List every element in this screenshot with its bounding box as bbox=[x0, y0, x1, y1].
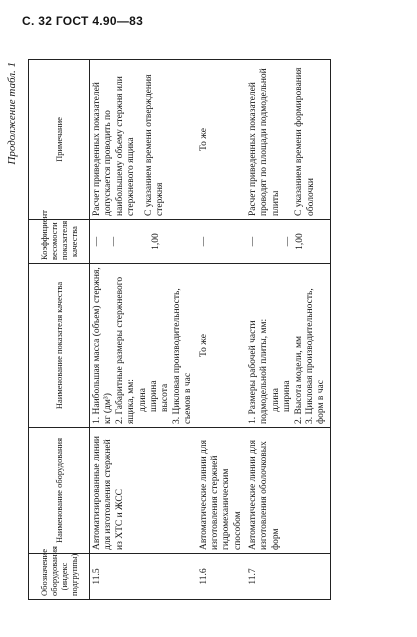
indicator: То же bbox=[198, 334, 209, 357]
indicator: ширина bbox=[282, 380, 293, 412]
row-indicators bbox=[246, 264, 330, 428]
table-header-row bbox=[29, 60, 90, 600]
col-header-indicator: Наименование показателя качества bbox=[29, 264, 90, 428]
indicator: длина bbox=[270, 388, 281, 412]
table-row bbox=[246, 60, 330, 600]
indicator: 2. Габаритные размеры стержневого ящика, мм: bbox=[114, 276, 137, 424]
row-notes bbox=[197, 60, 247, 220]
col-header-note: Примечание bbox=[29, 60, 90, 220]
indicator: длина bbox=[137, 388, 148, 412]
indicator: 3. Цикловая производительность, съемов в час bbox=[171, 288, 194, 424]
coefficient: — bbox=[283, 236, 294, 247]
col-header-coefficient: Коэффициент весомости показателя качества bbox=[29, 220, 90, 264]
row-notes bbox=[90, 60, 197, 220]
row-code: 11.7 bbox=[246, 554, 330, 600]
table-row bbox=[197, 60, 247, 600]
row-indicators bbox=[90, 264, 197, 428]
coefficient: — bbox=[198, 236, 209, 247]
coefficient: — bbox=[92, 236, 102, 247]
row-code: 11.6 bbox=[197, 554, 247, 600]
col-header-equipment: Наименование оборудования bbox=[29, 428, 90, 554]
indicator: высота bbox=[160, 383, 171, 412]
page-header: С. 32 ГОСТ 4.90—83 bbox=[22, 14, 144, 28]
indicator: 3. Цикловая производительность, форм в час bbox=[305, 288, 327, 424]
indicator: 1. Размеры рабочей части подмодельной плиты, мм: bbox=[248, 318, 270, 424]
note: Расчет приведенных показателей допускается проводить по наибольшему объему стержня или стержневого ящика bbox=[92, 76, 137, 216]
indicator: 1. Наибольшая масса (объем) стержня, кг (дм³) bbox=[92, 267, 114, 424]
table-row bbox=[90, 60, 197, 600]
equipment-quality-table bbox=[28, 59, 331, 600]
row-coefficients bbox=[90, 220, 197, 264]
row-coefficients bbox=[197, 220, 247, 264]
note: То же bbox=[198, 128, 209, 151]
row-code: 11.5 bbox=[90, 554, 197, 600]
coefficient: 1,00 bbox=[294, 233, 305, 250]
row-coefficients bbox=[246, 220, 330, 264]
coefficient: 1,00 bbox=[150, 233, 161, 250]
note: С указанием времени формирования оболочки bbox=[294, 67, 316, 216]
indicator: ширина bbox=[148, 380, 159, 412]
coefficient: — bbox=[248, 236, 259, 247]
rotated-table-block bbox=[6, 60, 386, 600]
row-equipment: Автоматизированные линии для изготовления стержней из ХТС и ЖСС bbox=[90, 428, 197, 554]
col-header-code: Обозначение оборудования (индекс подгруппы) bbox=[29, 554, 90, 600]
row-indicators bbox=[197, 264, 247, 428]
table-continuation-label: Продолжение табл. 1 bbox=[6, 62, 18, 165]
row-equipment: Автоматические линии для изготовления оболочковых форм bbox=[246, 428, 330, 554]
row-equipment: Автоматические линии для изготовления стержней гидромеханическим способом bbox=[197, 428, 247, 554]
note: С указанием времени отверждения стержня bbox=[143, 74, 165, 216]
row-notes bbox=[246, 60, 330, 220]
note: Расчет приведенных показателей проводят по площади подмодельной плиты bbox=[248, 68, 281, 216]
coefficient: — bbox=[109, 236, 120, 247]
indicator: 2. Высота модели, мм bbox=[293, 335, 304, 424]
